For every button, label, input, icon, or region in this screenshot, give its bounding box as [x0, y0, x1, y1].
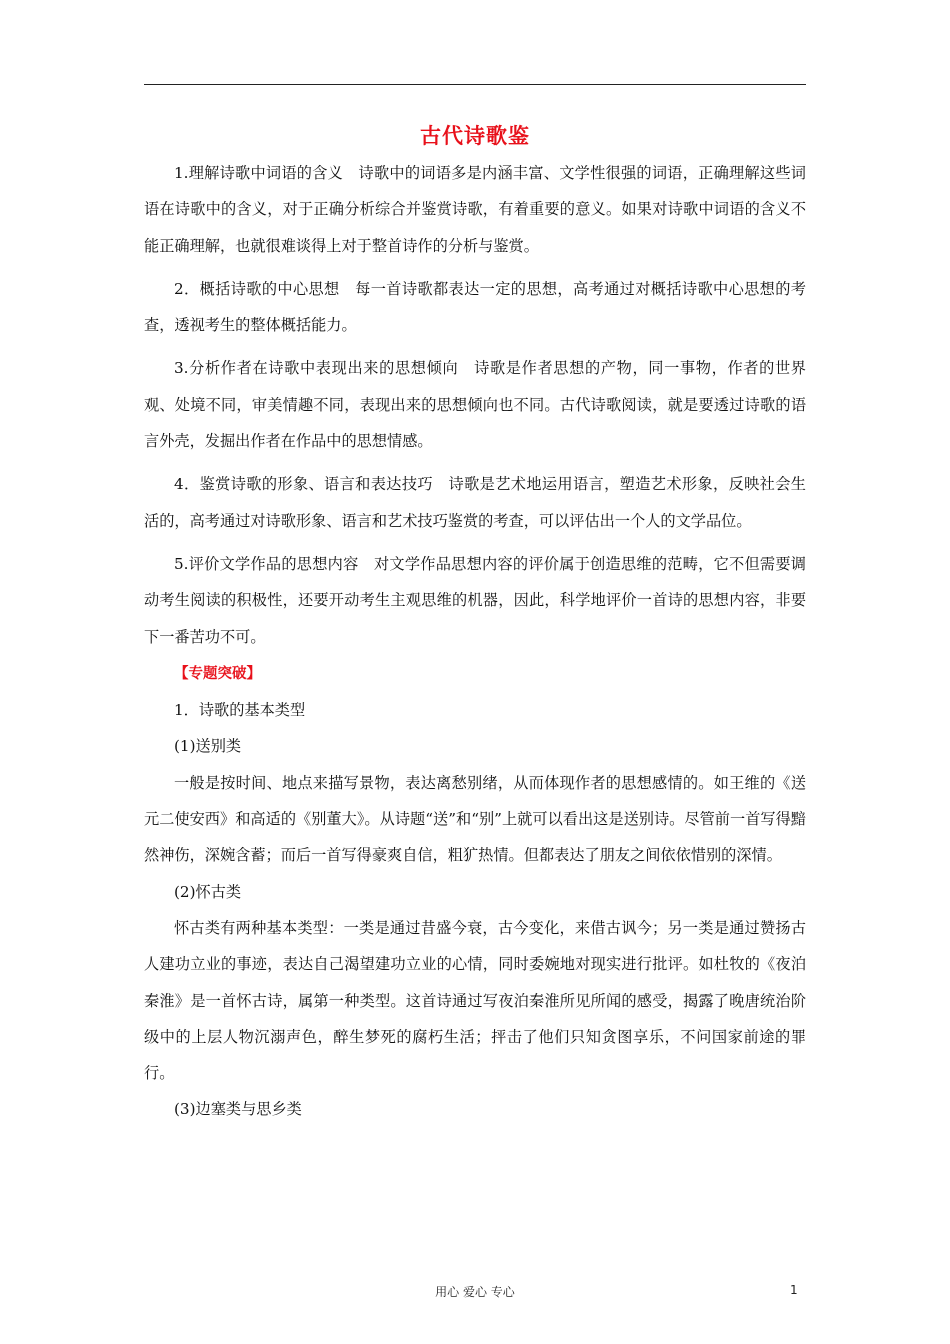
paragraph-1: 1.理解诗歌中词语的含义 诗歌中的词语多是内涵丰富、文学性很强的词语，正确理解这些词语在诗歌中的含义，对于正确分析综合并鉴赏诗歌，有着重要的意义。如果对诗歌中词语的含义不能正确理解，也就很难谈得上对于整首诗作的分析与鉴赏。: [144, 164, 806, 255]
type2-title: (2)怀古类: [174, 882, 242, 901]
type1-paragraph: 一般是按时间、地点来描写景物，表达离愁别绪，从而体现作者的思想感情的。如王维的《送元二使安西》和高适的《别董大》。从诗题“送”和“别”上就可以看出这是送别诗。尽管前一首写得黯然神伤，深婉含蓄；而后一首写得豪爽自信，粗犷热情。但都表达了朋友之间依依惜别的深情。: [144, 773, 806, 865]
paragraph-4: 4．鉴赏诗歌的形象、语言和表达技巧 诗歌是艺术地运用语言，塑造艺术形象，反映社会生活的，高考通过对诗歌形象、语言和艺术技巧鉴赏的考查，可以评估出一个人的文学品位。: [144, 475, 806, 530]
header-rule: [144, 84, 806, 85]
paragraph-5: 5.评价文学作品的思想内容 对文学作品思想内容的评价属于创造思维的范畴，它不但需要调动考生阅读的积极性，还要开动考生主观思维的机器，因此，科学地评价一首诗的思想内容，非要下一番苦功不可。: [144, 554, 806, 646]
subsection-heading: 1．诗歌的基本类型: [174, 701, 306, 720]
page-number: 1: [790, 1283, 798, 1297]
type1-title: (1)送别类: [174, 737, 242, 756]
type3-title: (3)边塞类与思乡类: [174, 1100, 302, 1119]
document-body: [144, 155, 806, 1128]
type2-paragraph: 怀古类有两种基本类型：一类是通过昔盛今衰，古今变化，来借古讽今；另一类是通过赞扬古人建功立业的事迹，表达自己渴望建功立业的心情，同时委婉地对现实进行批评。如杜牧的《夜泊秦淮》是一首怀古诗，属第一种类型。这首诗通过写夜泊秦淮所见所闻的感受，揭露了晚唐统治阶级中的上层人物沉溺声色，醉生梦死的腐朽生活；抨击了他们只知贪图享乐，不问国家前途的罪行。: [144, 918, 806, 1083]
paragraph-3: 3.分析作者在诗歌中表现出来的思想倾向 诗歌是作者思想的产物，同一事物，作者的世界观、处境不同，审美情趣不同，表现出来的思想倾向也不同。古代诗歌阅读，就是要透过诗歌的语言外壳，发掘出作者在作品中的思想情感。: [144, 359, 806, 451]
page-footer: 用心 爱心 专心: [435, 1285, 515, 1299]
section-heading: [144, 655, 806, 692]
document-title: 古代诗歌鉴: [420, 123, 530, 148]
paragraph-2: 2．概括诗歌的中心思想 每一首诗歌都表达一定的思想，高考通过对概括诗歌中心思想的考查，透视考生的整体概括能力。: [144, 279, 806, 335]
section-heading-text: 【专题突破】: [174, 665, 261, 682]
